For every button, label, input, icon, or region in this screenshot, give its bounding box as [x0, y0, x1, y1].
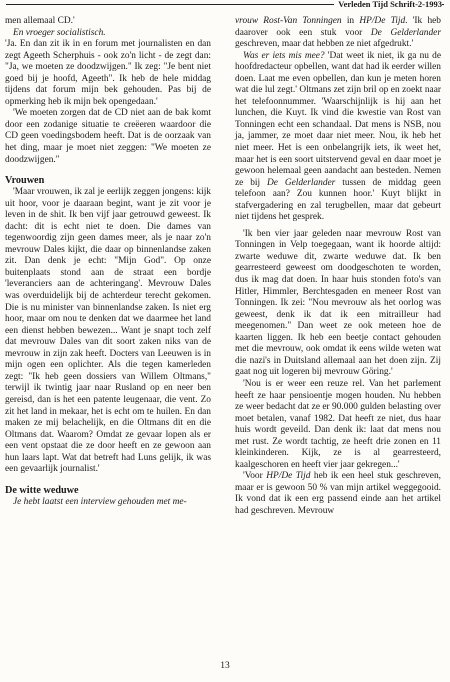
text-span: heb ik een heel stuk geschreven, maar er is gewoon 50 % van mijn artikel weggegooid. Ik vond dat ik een erg passend einde aan het artikel had geschreven. Mevrouw: [235, 471, 441, 516]
paragraph: 'Maar vrouwen, ik zal je eerlijk zeggen jongens: kijk uit hoor, voor je daaraan begint, want je zit voor je leven in de shit. Ik ben vijf jaar getrouwd geweest. Ik dacht: dit is echt niet te doen. Die dames van tegenwoordig zijn geen dames meer, als je naar zo'n mevrouw Dales kijkt, die daar op binnenlandse zaken zit. Dan denk je echt: "Mijn God". Op onze buitenplaats stond aan de straat een bordje 'leveranciers aan de achteringang'. Mevrouw Dales was overduidelijk bij de achterdeur terecht gekomen. Die is nu minister van binnenlandse zaken. Is niet erg hoor, maar om nou te denken dat we daarmee het land een dienst hebben bewezen... Want je snapt toch zelf dat mevrouw Dales van dit soort zaken niks van de mevrouw in zijn zak heeft. Docters van Leeuwen is in mijn ogen een oplichter. Als die tegen kamerleden zegt: "Ik heb geen dossiers van Willem Oltmans," terwijl ik twintig jaar naar Rusland op en neer ben gereisd, dan is het een patente leugenaar, die vent. Zo zit het land in mekaar, het is echt om te huilen. En dan maken ze mij belachelijk, en die Oltmans dit en die Oltmans dat. Waarom? Omdat ze gevaar lopen als er een vent opstaat die ze door heeft en ze gewoon aan hun laars lapt. Wat dat betreft had Luns gelijk, ik was een gevaarlijk journalist.': [5, 187, 211, 475]
question: En vroeger socialistisch.: [13, 27, 106, 38]
paragraph: 'Ik ben vier jaar geleden naar mevrouw Rost van Tonningen in Velp toegegaan, want ik hoorde altijd: zwarte weduwe dit, zwarte weduwe dat. Ik ben gearresteerd geweest om doodgeschoten te worden, dus ik mag dat doen. In haar huis stonden foto's van Hitler, Himmler, Berchtesgaden en meneer Rost van Tonningen. Ik zei: "Nou mevrouw als het oorlog was geweest, denk ik dat ik een mitrailleur had meegenomen." Dan weet ze ook meteen hoe de kaarten liggen. Ik heb een beetje contact gehouden met die mevrouw, ook omdat ik eens wilde weten wat die nazi's in Duitsland allemaal aan het doen zijn. Zij gaat nog uit logeren bij mevrouw Göring.': [235, 228, 441, 378]
paragraph: men allemaal CD.': [5, 16, 75, 26]
right-column: [235, 16, 441, 518]
text-span: tussen de middag geen telefoon aan? Zou kunnen hoor.' Kuyt blijkt in stafvergadering en zal terugbellen, maar dat gebeurt niet tijdens het gesprek.: [235, 177, 441, 223]
italic-span: vrouw Rost-Van Tonningen: [235, 16, 342, 26]
italic-span: De Gelderlander: [267, 177, 336, 188]
paragraph: [235, 16, 441, 51]
text-span: in: [341, 16, 360, 26]
italic-span: HP/De Tijd: [266, 471, 311, 482]
text-span: 'Dat weet ik niet, ik ga nu de hoofdredacteur opbellen, want dat had ik eerder willen doen. Laat me even opbellen, dan kun je meten horen wat die lul zegt.' Oltmans zet zijn bril op en zoekt naar het telefoonnummer. 'Waarschijnlijk is hij aan het lunchen, die Kuyt. Ik vind die kwestie van Rost van Tonningen echt een schandaal. Dat mens is NSB, nou ja, jammer, ze moet daar niet meer. Nou, ik heb het niet meer. Het is een onbelangrijk iets, ik weet het, maar het is een soort uitstervend geval en daar moet je gewoon helemaal geen aandacht aan besteden. Nemen ze bij: [235, 50, 442, 188]
paragraph: [235, 471, 441, 517]
running-head: Verleden Tijd Schrift-2-1993: [334, 0, 442, 9]
paragraph: 'Nou is er weer een reuze rel. Van het parlement heeft ze haar pensioentje mogen houden. Nu hebben ze weer bedacht dat ze er 90.000 gulden belasting over moet betalen, vanaf 1982. Dat heeft ze niet, dus haar huis wordt geveild. Dan denk ik: laat dat mens nou met rust. Ze wordt tachtig, ze heeft drie zonen en 11 kleinkinderen. Kijk, ze is al gearresteerd, kaalgeschoren en heeft vier jaar gekregen...': [235, 378, 441, 470]
italic-span: De Gelderlander: [370, 27, 441, 38]
text-span: geschreven, maar dat hebben ze niet afgedrukt.': [235, 39, 414, 50]
question: Je hebt laatst een interview gehouden met me-: [13, 496, 187, 507]
italic-span: HP/De Tijd: [359, 16, 406, 26]
paragraph: [235, 51, 441, 224]
section-heading-witte-weduwe: De witte weduwe: [5, 484, 79, 496]
text-span: 'Voor: [243, 471, 267, 482]
text-span: . 'Ik heb daarover ook een stuk voor: [235, 16, 441, 38]
paragraph: 'Ja. En dan zit ik in en forum met journalisten en dan zegt Ageeth Scherphuis - ook zo'n licht - de zegt dan: "Ja, we moeten ze doodzwijgen." Ik zeg: "Je bent niet goed bij je hoofd, Ageeth". Ik heb de hele middag tijdens dat forum mijn bek gehouden. Pas bij de opmerking heb ik mijn bek opengedaan.': [5, 39, 211, 107]
left-column: [5, 16, 211, 508]
page-number: 13: [220, 661, 230, 671]
section-heading-vrouwen: Vrouwen: [5, 175, 45, 187]
question: Was er iets mis mee?: [243, 50, 325, 61]
paragraph: 'We moeten zorgen dat de CD niet aan de bak komt door een zodanige situatie te creëeren waardoor die CD geen voedingsbodem heeft. Dat is de oorzaak van het ding, maar je moet niet zeggen: "We moeten ze doodzwijgen.": [5, 108, 211, 165]
